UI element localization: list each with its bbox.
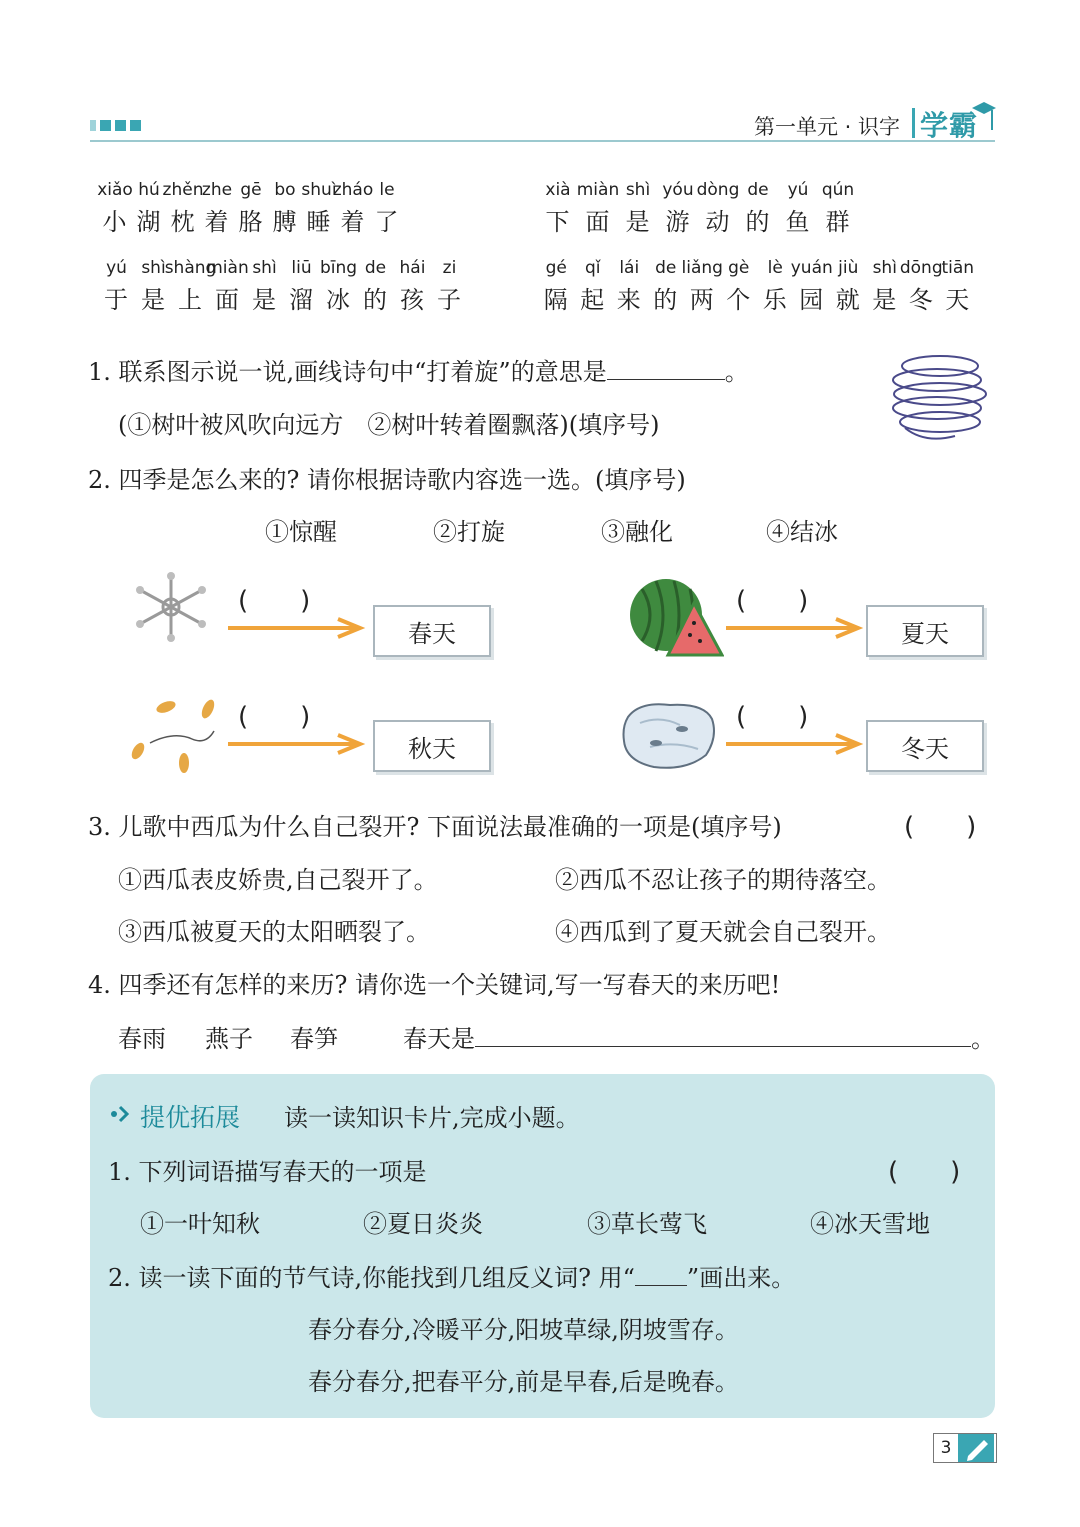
pinyin-syllable: qǐ: [584, 258, 601, 278]
header-decoration: [90, 120, 141, 131]
hanzi-character: 园: [799, 286, 825, 314]
answer-paren-winter[interactable]: ( ): [736, 702, 809, 732]
answer-paren-autumn[interactable]: ( ): [238, 702, 311, 732]
unit-title: 第一单元 · 识字: [754, 115, 901, 139]
ext1-option-3: ③草长莺飞: [587, 1210, 707, 1238]
q4-end: 。: [971, 1025, 995, 1053]
pinyin-syllable: bo: [274, 180, 296, 200]
hanzi-character: 鱼: [785, 208, 811, 236]
pinyin-syllable: lè: [767, 258, 783, 278]
hanzi-character: 膊: [272, 208, 298, 236]
pinyin-syllable: dōng: [899, 258, 943, 278]
pinyin-syllable: le: [379, 180, 395, 200]
answer-paren-q3[interactable]: ( ): [904, 812, 977, 842]
hanzi-character: 个: [726, 286, 752, 314]
q3-option-3: ③西瓜被夏天的太阳晒裂了。: [118, 918, 430, 946]
pinyin-syllable: lái: [619, 258, 640, 278]
pinyin-syllable: hái: [399, 258, 426, 278]
keyword-2: 燕子: [205, 1025, 253, 1053]
brand-logo: 学霸: [920, 109, 979, 142]
spiral-icon: [885, 352, 995, 448]
question-1: [88, 352, 749, 387]
q2-choice-3: ③融化: [601, 518, 673, 546]
season-box-autumn: 秋天: [373, 720, 491, 772]
ext1-option-1: ①一叶知秋: [140, 1210, 260, 1238]
pinyin-syllable: miàn: [576, 180, 620, 200]
page-number: 3: [940, 1438, 952, 1458]
hanzi-character: 是: [141, 286, 166, 314]
solar-term-poem-line-1: 春分春分,冷暖平分,阳坡草绿,阴坡雪存。: [308, 1316, 739, 1344]
extension-title: 提优拓展: [140, 1103, 241, 1132]
arrow-icon: [226, 732, 366, 756]
hanzi-character: 群: [825, 208, 851, 236]
season-box-spring: 春天: [373, 605, 491, 657]
pinyin-syllable: liū: [291, 258, 312, 278]
pinyin-syllable: shì: [252, 258, 277, 278]
hanzi-character: 隔: [543, 286, 569, 314]
question-1-text: 1. 联系图示说一说,画线诗句中“打着旋”的意思是: [88, 358, 607, 386]
hanzi-character: 来: [616, 286, 642, 314]
pinyin-syllable: de: [747, 180, 769, 200]
question-3: 3. 儿歌中西瓜为什么自己裂开? 下面说法最准确的一项是(填序号): [88, 813, 782, 841]
graduation-hat-icon: [970, 100, 998, 136]
keyword-3: 春笋: [290, 1025, 338, 1053]
falling-leaves-icon: [128, 697, 218, 775]
frozen-pond-icon: [620, 697, 720, 773]
pinyin-syllable: shì: [625, 180, 651, 200]
answer-blank-1[interactable]: [607, 379, 725, 380]
hanzi-character: 着: [204, 208, 230, 236]
keyword-1: 春雨: [118, 1025, 166, 1053]
hanzi-character: 起: [580, 286, 606, 314]
q4-prompt: [403, 1019, 995, 1054]
underline-sample: [635, 1285, 687, 1286]
pinyin-syllable: zháo: [332, 180, 374, 200]
hanzi-character: 上: [178, 286, 203, 314]
hanzi-character: 孩: [400, 286, 425, 314]
hanzi-character: 是: [252, 286, 277, 314]
double-chevron-icon: [110, 1104, 132, 1124]
hanzi-character: 下: [545, 208, 571, 236]
hanzi-character: 动: [705, 208, 731, 236]
pinyin-syllable: yú: [787, 180, 809, 200]
ext2-text-pre: 2. 读一读下面的节气诗,你能找到几组反义词? 用“: [108, 1264, 635, 1292]
pinyin-syllable: de: [364, 258, 387, 278]
q2-choice-1: ①惊醒: [265, 518, 337, 546]
arrow-icon: [724, 732, 864, 756]
hanzi-character: 是: [872, 286, 898, 314]
pinyin-syllable: shuì: [301, 180, 337, 200]
question-1-end: 。: [724, 358, 749, 386]
hanzi-character: 胳: [238, 208, 264, 236]
pencil-icon: [958, 1434, 994, 1462]
arrow-icon: [724, 616, 864, 640]
q2-choice-4: ④结冰: [766, 518, 838, 546]
extension-question-2: [108, 1258, 795, 1293]
hanzi-character: 是: [625, 208, 651, 236]
pinyin-syllable: xià: [545, 180, 571, 200]
q3-option-4: ④西瓜到了夏天就会自己裂开。: [555, 918, 891, 946]
snowflake-icon: [128, 570, 214, 644]
hanzi-character: 的: [653, 286, 679, 314]
hanzi-character: 子: [437, 286, 462, 314]
pinyin-syllable: yú: [106, 258, 127, 278]
hanzi-character: 着: [340, 208, 366, 236]
hanzi-character: 枕: [170, 208, 196, 236]
hanzi-character: 睡: [306, 208, 332, 236]
answer-paren-summer[interactable]: ( ): [736, 586, 809, 616]
pinyin-syllable: gé: [545, 258, 567, 278]
ext1-option-2: ②夏日炎炎: [363, 1210, 483, 1238]
solar-term-poem-line-2: 春分春分,把春平分,前是早春,后是晚春。: [308, 1368, 739, 1396]
q4-prompt-text: 春天是: [403, 1025, 475, 1053]
pinyin-syllable: gē: [240, 180, 262, 200]
watermelon-icon: [628, 575, 724, 659]
season-box-winter: 冬天: [866, 720, 984, 772]
pinyin-syllable: jiù: [838, 258, 859, 278]
hanzi-character: 的: [745, 208, 771, 236]
answer-blank-4[interactable]: [475, 1046, 971, 1047]
hanzi-character: 湖: [136, 208, 162, 236]
pinyin-syllable: tiān: [941, 258, 975, 278]
season-box-summer: 夏天: [866, 605, 984, 657]
hanzi-character: 小: [102, 208, 128, 236]
hanzi-character: 两: [689, 286, 715, 314]
pinyin-syllable: shàng: [164, 258, 217, 278]
question-1-options: (①树叶被风吹向远方 ②树叶转着圈飘落)(填序号): [118, 411, 660, 439]
header-divider: [912, 108, 915, 138]
hanzi-character: 游: [665, 208, 691, 236]
pinyin-syllable: miàn: [206, 258, 249, 278]
ext1-option-4: ④冰天雪地: [810, 1210, 930, 1238]
extension-question-1: 1. 下列词语描写春天的一项是: [108, 1158, 427, 1186]
hanzi-character: 冰: [326, 286, 351, 314]
page-number-badge: [933, 1433, 997, 1463]
q3-option-1: ①西瓜表皮娇贵,自己裂开了。: [118, 866, 438, 894]
hanzi-character: 的: [363, 286, 388, 314]
pinyin-syllable: dòng: [696, 180, 740, 200]
pinyin-syllable: bīng: [319, 258, 358, 278]
pinyin-syllable: zhěn: [162, 180, 204, 200]
pinyin-syllable: xiǎo: [97, 180, 133, 200]
pinyin-syllable: yóu: [662, 180, 694, 200]
hanzi-character: 面: [585, 208, 611, 236]
pinyin-syllable: gè: [728, 258, 750, 278]
pinyin-syllable: liǎng: [681, 258, 723, 278]
pinyin-syllable: yuán: [790, 258, 833, 278]
question-2: 2. 四季是怎么来的? 请你根据诗歌内容选一选。(填序号): [88, 466, 686, 494]
pinyin-syllable: de: [655, 258, 677, 278]
hanzi-character: 天: [945, 286, 971, 314]
hanzi-character: 了: [374, 208, 400, 236]
q3-option-2: ②西瓜不忍让孩子的期待落空。: [555, 866, 891, 894]
answer-paren-ext1[interactable]: ( ): [888, 1157, 961, 1187]
hanzi-character: 于: [104, 286, 129, 314]
pinyin-syllable: shì: [141, 258, 166, 278]
arrow-icon: [226, 616, 366, 640]
hanzi-character: 冬: [908, 286, 934, 314]
pinyin-syllable: shì: [872, 258, 897, 278]
hanzi-character: 乐: [762, 286, 788, 314]
pinyin-syllable: zi: [442, 258, 457, 278]
hanzi-character: 溜: [289, 286, 314, 314]
hanzi-character: 就: [835, 286, 861, 314]
answer-paren-spring[interactable]: ( ): [238, 586, 311, 616]
q2-choice-2: ②打旋: [433, 518, 505, 546]
question-4: 4. 四季还有怎样的来历? 请你选一个关键词,写一写春天的来历吧!: [88, 971, 781, 999]
extension-instruction: 读一读知识卡片,完成小题。: [284, 1104, 580, 1132]
pinyin-syllable: qún: [821, 180, 855, 200]
hanzi-character: 面: [215, 286, 240, 314]
ext2-text-post: ”画出来。: [686, 1264, 796, 1292]
pinyin-syllable: zhe: [201, 180, 233, 200]
pinyin-syllable: hú: [138, 180, 160, 200]
